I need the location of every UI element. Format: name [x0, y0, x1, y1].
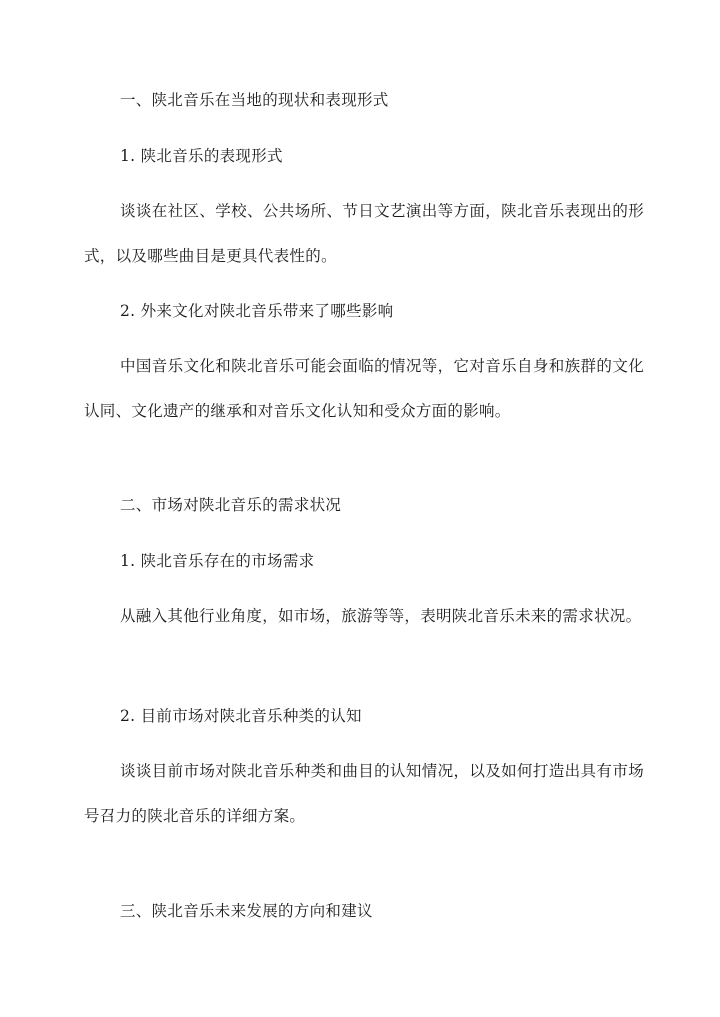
subsection-title: 2. 目前市场对陕北音乐种类的认知 [120, 707, 362, 725]
subsection-title: 2. 外来文化对陕北音乐带来了哪些影响 [120, 302, 394, 320]
section-heading: 二、市场对陕北音乐的需求状况 [120, 496, 342, 514]
subsection-title: 1. 陕北音乐的表现形式 [120, 147, 283, 165]
paragraph: 谈谈在社区、学校、公共场所、节日文艺演出等方面，陕北音乐表现出的形式，以及哪些曲目是更具代表性的。 [84, 202, 644, 265]
paragraph: 中国音乐文化和陕北音乐可能会面临的情况等，它对音乐自身和族群的文化认同、文化遗产的继承和对音乐文化认知和受众方面的影响。 [84, 357, 644, 420]
section-heading: 一、陕北音乐在当地的现状和表现形式 [120, 91, 389, 109]
subsection-title: 1. 陕北音乐存在的市场需求 [120, 552, 315, 570]
paragraph: 从融入其他行业角度，如市场，旅游等等，表明陕北音乐未来的需求状况。 [120, 607, 642, 625]
paragraph: 谈谈目前市场对陕北音乐种类和曲目的认知情况，以及如何打造出具有市场号召力的陕北音乐的详细方案。 [84, 762, 644, 825]
section-heading: 三、陕北音乐未来发展的方向和建议 [120, 902, 373, 920]
